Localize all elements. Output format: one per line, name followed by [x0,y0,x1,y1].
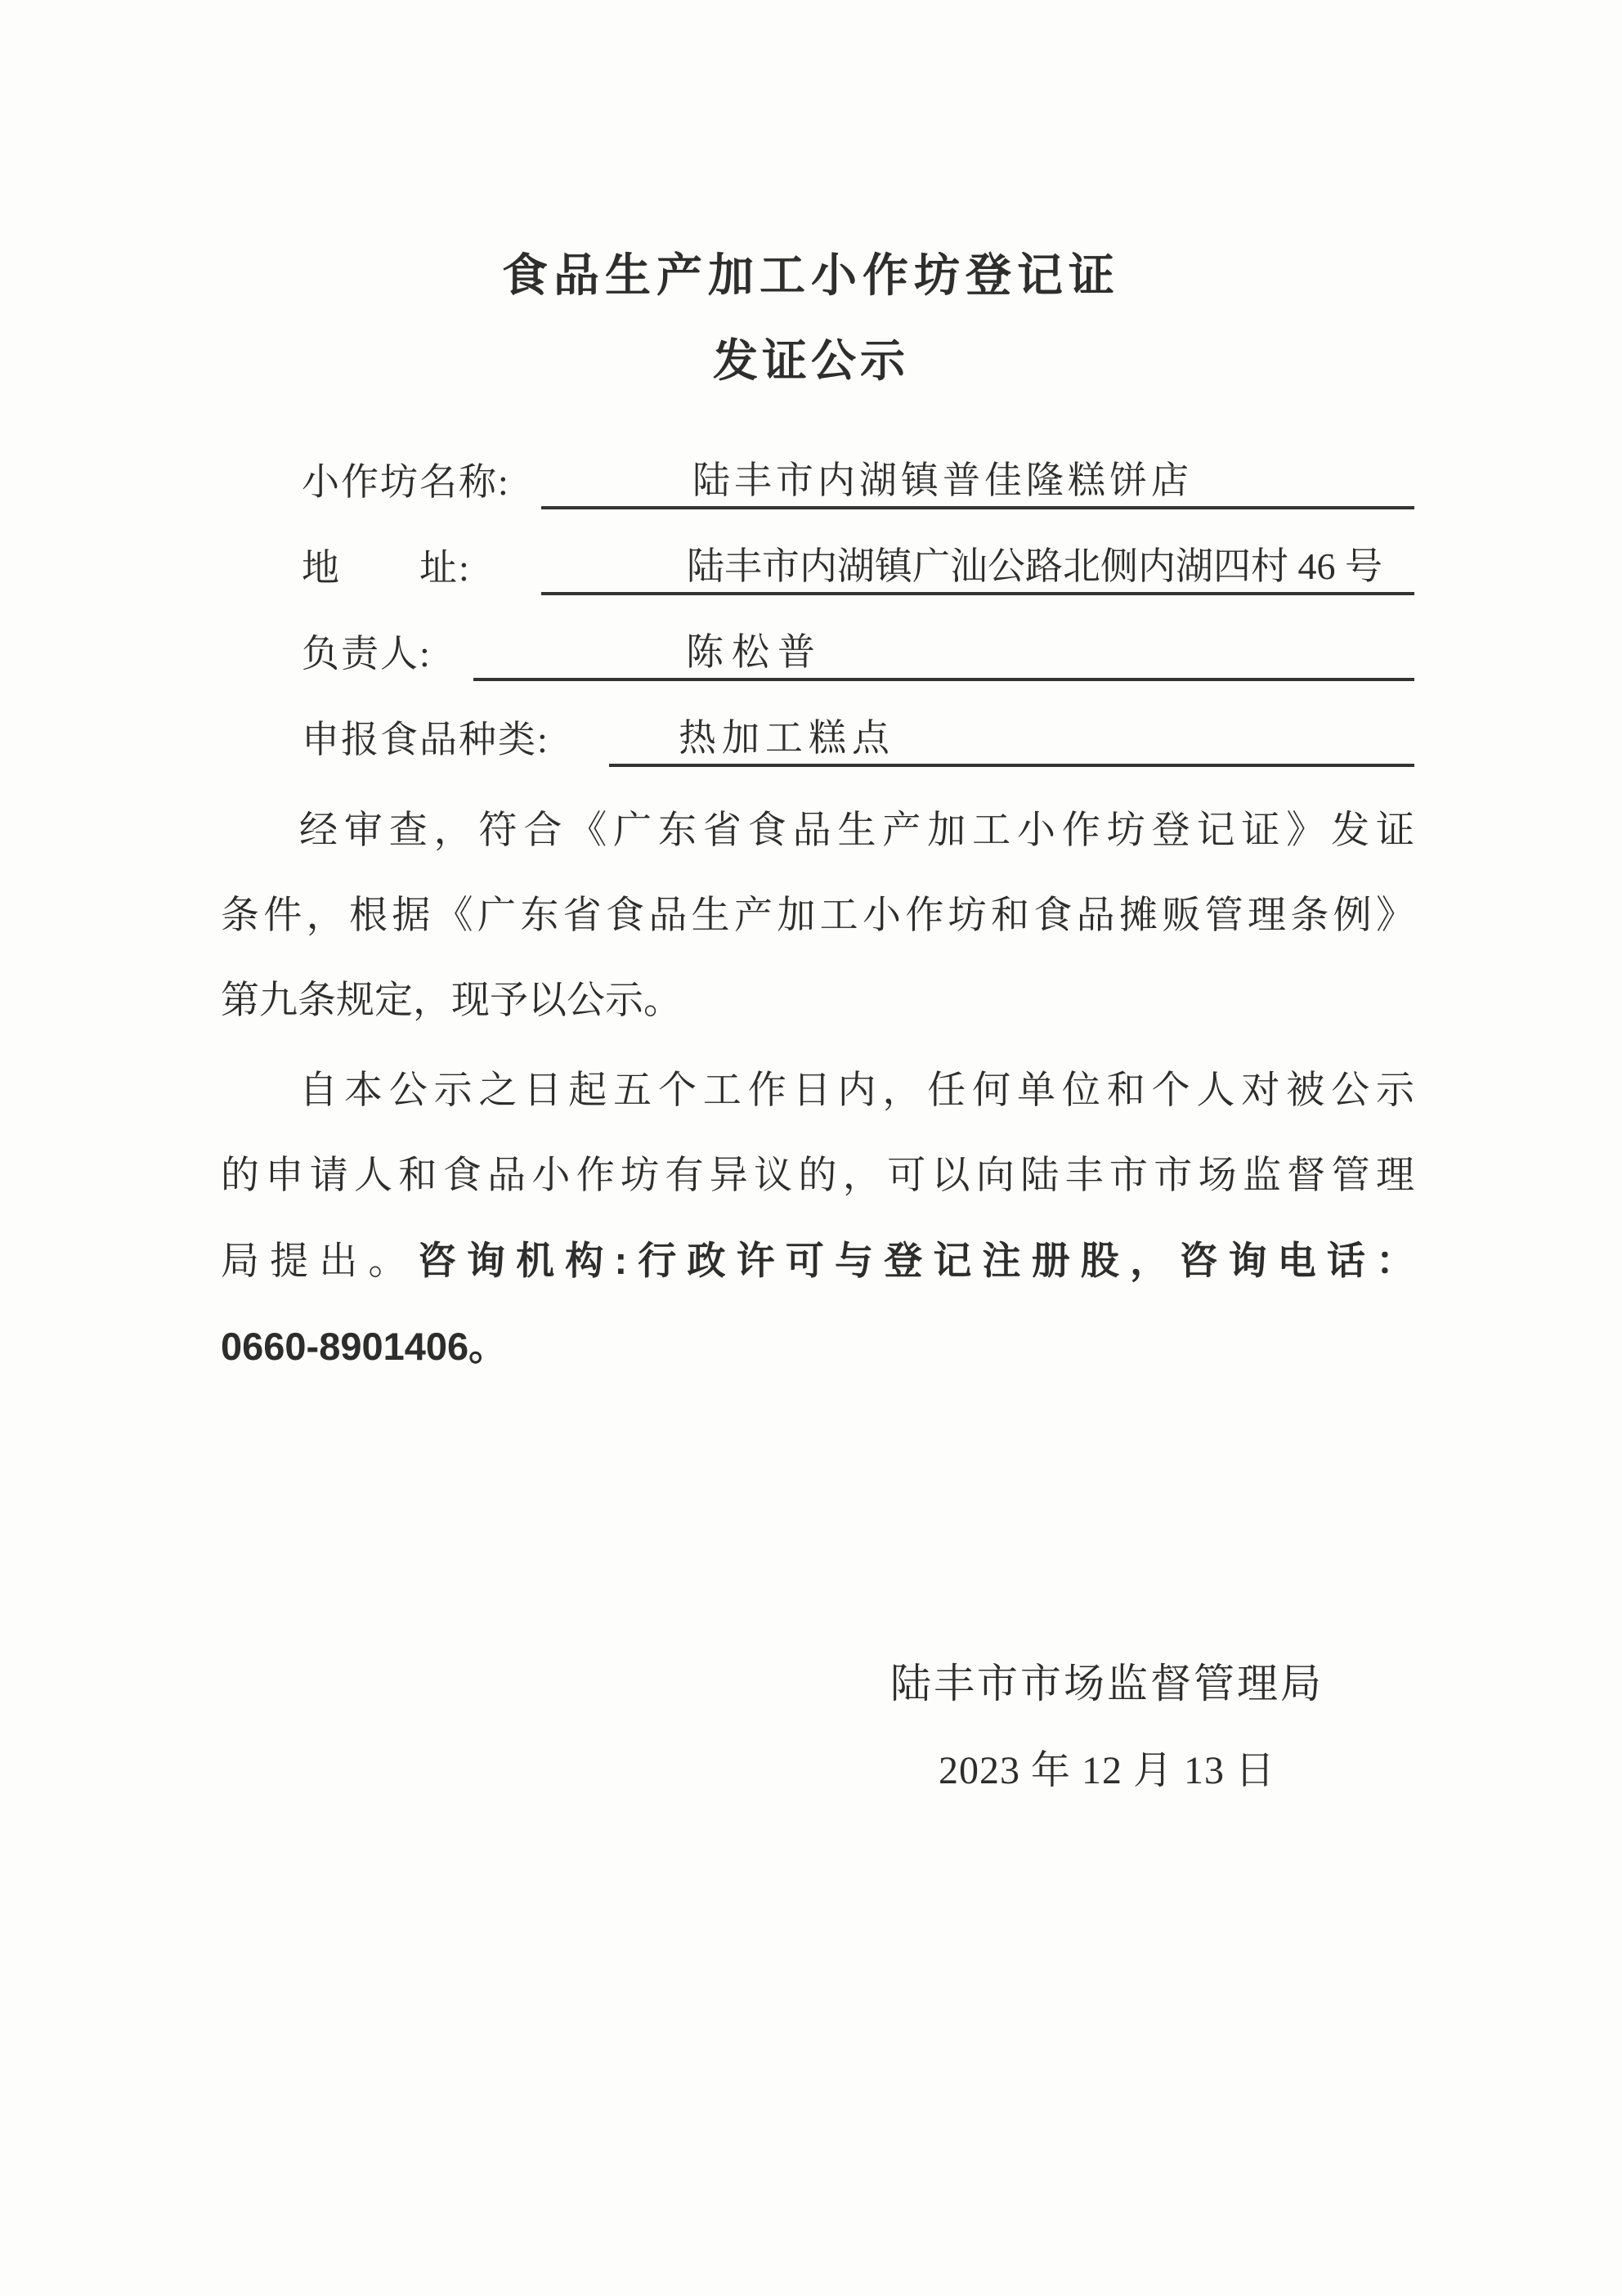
bold-text-run: 咨询机构:行政许可与登记注册股，咨询电话： [417,1239,1415,1282]
issue-date: 2023 年 12 月 13 日 [938,1749,1275,1792]
text-run: 的申请人和食品小作坊有异议的，可以向陆丰市市场监督管理 [221,1155,1414,1197]
document-title: 食品生产加工小作坊登记证 [502,249,1120,301]
bold-text-run: 0660-8901406。 [221,1325,508,1368]
text-run: 经审查，符合《广东省食品生产加工小作坊登记证》发证 [299,809,1414,852]
field-value-underlined: 热加工糕点 [609,708,1414,767]
text-line [221,1048,1414,1133]
paragraph [221,788,1414,1043]
fields [221,424,1414,767]
paragraph [221,1048,1414,1390]
text-run: 自本公示之日起五个工作日内，任何单位和个人对被公示 [299,1070,1414,1112]
document-subtitle: 发证公示 [712,335,909,386]
field-row [221,681,1414,767]
field-row [221,509,1414,595]
text-run: 局提出。 [221,1240,418,1283]
field-row [221,424,1414,509]
field-label: 小作坊名称: [302,461,510,503]
issuer-name: 陆丰市市场监督管理局 [890,1661,1324,1706]
field-value-underlined: 陈松普 [473,622,1414,681]
text-line [221,958,1414,1043]
body-paragraphs [221,788,1414,1395]
field-value-underlined: 陆丰市内湖镇普佳隆糕饼店 [541,451,1414,509]
field-label: 地 址: [302,547,471,589]
text-line [221,1133,1414,1218]
text-line [221,873,1414,958]
text-run: 条件，根据《广东省食品生产加工小作坊和食品摊贩管理条例》 [221,895,1414,937]
text-run: 第九条规定，现予以公示。 [221,980,682,1022]
field-value-underlined: 陆丰市内湖镇广汕公路北侧内湖四村 46 号 [541,536,1414,595]
field-row [221,595,1414,681]
signature-block [883,1658,1331,1796]
text-line [221,788,1414,873]
field-label: 申报食品种类: [302,719,549,760]
field-label: 负责人: [302,633,432,675]
text-line [221,1218,1414,1304]
text-line [221,1304,1414,1390]
